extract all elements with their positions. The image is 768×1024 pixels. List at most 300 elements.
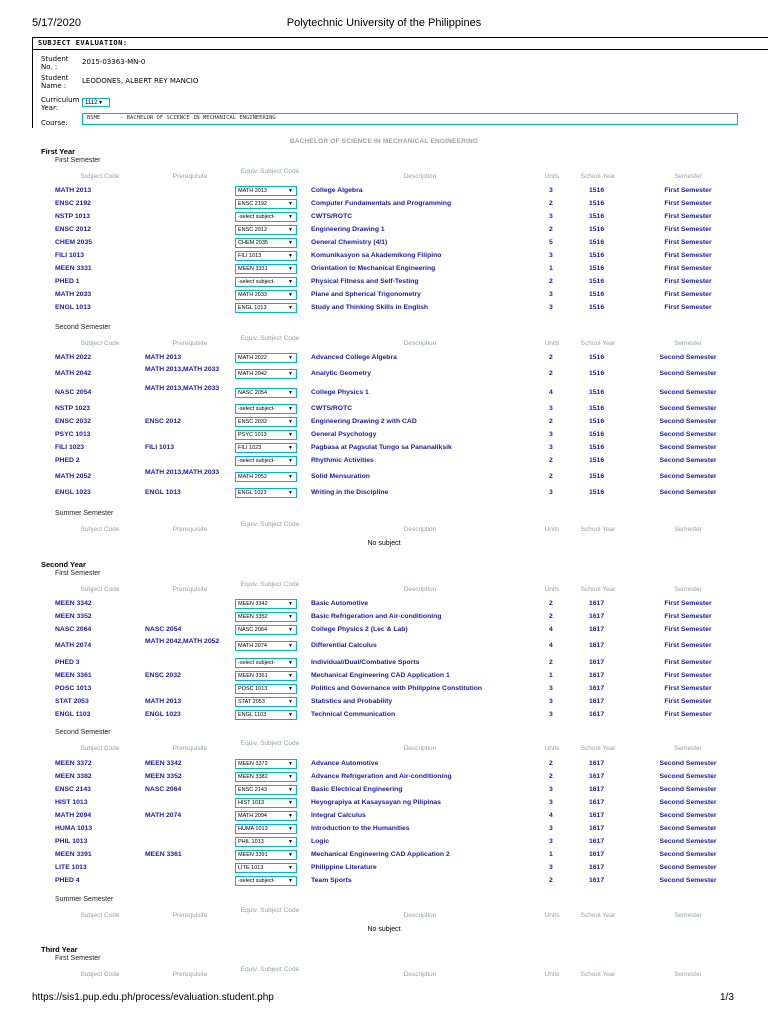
chevron-down-icon: ▼	[288, 813, 293, 819]
curriculum-year-label: Curriculum Year:	[41, 96, 80, 112]
subject-description: College Physics 1	[311, 389, 369, 396]
program-heading: BACHELOR OF SCIENCE IN MECHANICAL ENGINEERING	[289, 138, 479, 145]
col-header-equiv: Equiv. Subject Code	[240, 966, 300, 973]
subject-code: ENSC 2192	[55, 200, 91, 207]
subject-units: 2	[549, 600, 553, 607]
subject-units: 3	[549, 799, 553, 806]
equiv-subject-select[interactable]	[235, 625, 297, 635]
semester: Second Semester	[659, 786, 717, 793]
equiv-subject-select[interactable]	[235, 277, 297, 287]
chevron-down-icon: ▼	[288, 188, 293, 194]
subject-description: Basic Electrical Engineering	[311, 786, 403, 793]
school-year: 1516	[589, 187, 605, 194]
subject-code: PHED 1	[55, 278, 80, 285]
subject-code: STAT 2053	[55, 698, 89, 705]
subject-description: Analytic Geometry	[311, 370, 372, 377]
chevron-down-icon: ▼	[288, 406, 293, 412]
subject-description: Politics and Governance with Philippine Constitution	[311, 685, 483, 692]
subject-code: NSTP 1013	[55, 213, 91, 220]
semester: Second Semester	[659, 877, 717, 884]
subject-description: Heyograpiya at Kasaysayan ng Pilipinas	[311, 799, 441, 806]
equiv-subject-value: MATH 2033	[238, 292, 267, 298]
subject-description: Solid Mensuration	[311, 473, 370, 480]
semester: Second Semester	[659, 457, 717, 464]
subject-units: 3	[549, 698, 553, 705]
equiv-subject-select[interactable]	[235, 443, 297, 453]
col-header-units: Units	[544, 912, 560, 919]
equiv-subject-value: -select subject-	[238, 660, 275, 666]
equiv-subject-select[interactable]	[235, 430, 297, 440]
col-header-code: Subject Code	[80, 912, 120, 919]
chevron-down-icon: ▼	[288, 614, 293, 620]
school-year: 1617	[589, 600, 605, 607]
chevron-down-icon: ▼	[288, 865, 293, 871]
equiv-subject-select[interactable]	[235, 388, 297, 398]
chevron-down-icon: ▼	[288, 253, 293, 259]
col-header-school-year: School Year	[580, 173, 616, 180]
equiv-subject-select[interactable]	[235, 697, 297, 707]
school-year: 1516	[589, 431, 605, 438]
subject-code: PHED 4	[55, 877, 80, 884]
equiv-subject-select[interactable]	[235, 264, 297, 274]
col-header-school-year: School Year	[580, 912, 616, 919]
print-date: 5/17/2020	[32, 17, 81, 29]
equiv-subject-select[interactable]	[235, 303, 297, 313]
equiv-subject-value: HUMA 1013	[238, 826, 268, 832]
subject-code: ENSC 2143	[55, 786, 91, 793]
subject-code: HIST 1013	[55, 799, 88, 806]
prerequisite: ENSC 2032	[145, 672, 181, 679]
equiv-subject-select[interactable]	[235, 684, 297, 694]
chevron-down-icon: ▼	[288, 826, 293, 832]
subject-units: 3	[549, 213, 553, 220]
subject-units: 4	[549, 812, 553, 819]
school-year: 1516	[589, 389, 605, 396]
subject-units: 3	[549, 187, 553, 194]
panel-title: SUBJECT EVALUATION:	[33, 38, 768, 50]
prerequisite: MATH 2013,MATH 2033	[145, 366, 220, 373]
school-year: 1617	[589, 613, 605, 620]
equiv-subject-value: -select subject-	[238, 878, 275, 884]
subject-code: FILI 1023	[55, 444, 85, 451]
semester-heading: First Semester	[55, 570, 101, 577]
col-header-prereq: Prerequisite	[172, 971, 208, 978]
subject-code: MEEN 3382	[55, 773, 92, 780]
school-year: 1516	[589, 473, 605, 480]
col-header-prereq: Prerequisite	[172, 912, 208, 919]
semester: First Semester	[664, 672, 712, 679]
equiv-subject-select[interactable]	[235, 238, 297, 248]
equiv-subject-select[interactable]	[235, 837, 297, 847]
course-field[interactable]: BSME - BACHELOR OF SCIENCE IN MECHANICAL ENGINEERING	[82, 113, 738, 125]
subject-code: MATH 2022	[55, 354, 92, 361]
semester: First Semester	[664, 659, 712, 666]
student-no-value: 2015-03363-MN-0	[82, 58, 146, 66]
subject-code: NASC 2064	[55, 626, 92, 633]
school-year: 1516	[589, 489, 605, 496]
semester: Second Semester	[659, 838, 717, 845]
semester: First Semester	[664, 252, 712, 259]
equiv-subject-select[interactable]	[235, 824, 297, 834]
school-year: 1617	[589, 698, 605, 705]
col-header-code: Subject Code	[80, 745, 120, 752]
equiv-subject-select[interactable]	[235, 599, 297, 609]
subject-description: College Algebra	[311, 187, 363, 194]
subject-code: MATH 2074	[55, 642, 92, 649]
equiv-subject-value: STAT 2053	[238, 699, 265, 705]
semester: Second Semester	[659, 812, 717, 819]
subject-units: 3	[549, 838, 553, 845]
subject-code: MATH 2094	[55, 812, 92, 819]
equiv-subject-select[interactable]	[235, 199, 297, 209]
subject-code: HUMA 1013	[55, 825, 93, 832]
subject-units: 1	[549, 851, 553, 858]
col-header-prereq: Prerequisite	[172, 173, 208, 180]
subject-units: 3	[549, 252, 553, 259]
col-header-code: Subject Code	[80, 971, 120, 978]
semester: Second Semester	[659, 431, 717, 438]
chevron-down-icon: ▼	[288, 601, 293, 607]
semester-heading: First Semester	[55, 955, 101, 962]
chevron-down-icon: ▼	[288, 419, 293, 425]
school-year: 1617	[589, 851, 605, 858]
equiv-subject-value: MEEN 3372	[238, 761, 268, 767]
col-header-prereq: Prerequisite	[172, 526, 208, 533]
equiv-subject-select[interactable]	[235, 710, 297, 720]
col-header-equiv: Equiv. Subject Code	[240, 521, 300, 528]
subject-units: 2	[549, 278, 553, 285]
subject-code: PHED 2	[55, 457, 80, 464]
subject-code: PHED 3	[55, 659, 80, 666]
prerequisite: NASC 2064	[145, 786, 182, 793]
subject-code: NSTP 1023	[55, 405, 91, 412]
equiv-subject-value: -select subject-	[238, 279, 275, 285]
col-header-equiv: Equiv. Subject Code	[240, 168, 300, 175]
equiv-subject-select[interactable]	[235, 811, 297, 821]
school-year: 1617	[589, 672, 605, 679]
subject-description: Engineering Drawing 2 with CAD	[311, 418, 417, 425]
chevron-down-icon: ▼	[288, 305, 293, 311]
col-header-semester: Semester	[674, 586, 702, 593]
equiv-subject-select[interactable]	[235, 353, 297, 363]
subject-code: MEEN 3391	[55, 851, 92, 858]
school-year: 1617	[589, 773, 605, 780]
student-name-value: LEODONES, ALBERT REY MANCIO	[82, 77, 199, 85]
col-header-desc: Description	[403, 745, 437, 752]
col-header-prereq: Prerequisite	[172, 340, 208, 347]
col-header-equiv: Equiv. Subject Code	[240, 581, 300, 588]
equiv-subject-select[interactable]	[235, 456, 297, 466]
no-subject-message: No subject	[367, 926, 401, 933]
col-header-semester: Semester	[674, 526, 702, 533]
equiv-subject-value: LITE 1013	[238, 865, 264, 871]
equiv-subject-value: ENGL 1013	[238, 305, 267, 311]
subject-description: Advance Refrigeration and Air-conditioning	[311, 773, 452, 780]
subject-description: Basic Refrigeration and Air-conditioning	[311, 613, 442, 620]
subject-code: PSYC 1013	[55, 431, 91, 438]
col-header-desc: Description	[403, 971, 437, 978]
col-header-prereq: Prerequisite	[172, 745, 208, 752]
col-header-semester: Semester	[674, 971, 702, 978]
col-header-desc: Description	[403, 586, 437, 593]
subject-description: Writing in the Discipline	[311, 489, 389, 496]
year-heading: Second Year	[41, 560, 86, 569]
equiv-subject-value: FILI 1013	[238, 253, 262, 259]
prerequisite: MEEN 3361	[145, 851, 182, 858]
chevron-down-icon: ▼	[288, 355, 293, 361]
col-header-school-year: School Year	[580, 586, 616, 593]
equiv-subject-value: ENGL 1103	[238, 712, 267, 718]
course-label: Course:	[41, 119, 68, 127]
semester: First Semester	[664, 626, 712, 633]
col-header-code: Subject Code	[80, 526, 120, 533]
equiv-subject-value: POSC 1013	[238, 686, 268, 692]
equiv-subject-select[interactable]	[235, 785, 297, 795]
semester: First Semester	[664, 685, 712, 692]
prerequisite: MATH 2013,MATH 2033	[145, 385, 220, 392]
subject-units: 2	[549, 418, 553, 425]
subject-code: MEEN 3361	[55, 672, 92, 679]
equiv-subject-select[interactable]	[235, 772, 297, 782]
chevron-down-icon: ▼	[288, 445, 293, 451]
subject-code: ENGL 1013	[55, 304, 91, 311]
equiv-subject-value: HIST 1013	[238, 800, 265, 806]
prerequisite: ENSC 2012	[145, 418, 181, 425]
subject-code: ENSC 2012	[55, 226, 91, 233]
subject-description: Study and Thinking Skills in English	[311, 304, 429, 311]
equiv-subject-value: FILI 1023	[238, 445, 262, 451]
subject-description: Technical Communication	[311, 711, 396, 718]
semester: Second Semester	[659, 354, 717, 361]
school-year: 1516	[589, 457, 605, 464]
equiv-subject-value: -select subject-	[238, 406, 275, 412]
school-year: 1617	[589, 786, 605, 793]
equiv-subject-select[interactable]	[235, 759, 297, 769]
equiv-subject-value: PHIL 1013	[238, 839, 264, 845]
school-year: 1516	[589, 239, 605, 246]
school-year: 1617	[589, 659, 605, 666]
equiv-subject-select[interactable]	[235, 863, 297, 873]
chevron-down-icon: ▼	[288, 201, 293, 207]
subject-description: CWTS/ROTC	[311, 213, 353, 220]
semester: Second Semester	[659, 405, 717, 412]
subject-description: Individual/Dual/Combative Sports	[311, 659, 420, 666]
col-header-equiv: Equiv. Subject Code	[240, 335, 300, 342]
chevron-down-icon: ▼	[288, 279, 293, 285]
school-year: 1516	[589, 226, 605, 233]
subject-units: 3	[549, 786, 553, 793]
curriculum-year-value: 1112	[85, 100, 98, 106]
subject-units: 3	[549, 489, 553, 496]
col-header-units: Units	[544, 971, 560, 978]
chevron-down-icon: ▼	[288, 800, 293, 806]
school-year: 1516	[589, 278, 605, 285]
equiv-subject-value: -select subject-	[238, 458, 275, 464]
subject-units: 2	[549, 457, 553, 464]
equiv-subject-value: MATH 2042	[238, 371, 267, 377]
equiv-subject-value: MEEN 3361	[238, 673, 268, 679]
subject-code: MEEN 3352	[55, 613, 92, 620]
equiv-subject-select[interactable]	[235, 417, 297, 427]
prerequisite: ENGL 1023	[145, 711, 181, 718]
chevron-down-icon: ▼	[288, 432, 293, 438]
equiv-subject-select[interactable]	[235, 404, 297, 414]
equiv-subject-value: ENSC 2192	[238, 201, 268, 207]
page-header-title: Polytechnic University of the Philippines	[286, 17, 482, 29]
semester: First Semester	[664, 213, 712, 220]
subject-units: 3	[549, 864, 553, 871]
col-header-code: Subject Code	[80, 340, 120, 347]
semester-heading: Summer Semester	[55, 896, 114, 903]
col-header-equiv: Equiv. Subject Code	[240, 907, 300, 914]
col-header-units: Units	[544, 340, 560, 347]
no-subject-message: No subject	[367, 540, 401, 547]
subject-units: 3	[549, 444, 553, 451]
equiv-subject-select[interactable]	[235, 612, 297, 622]
equiv-subject-select[interactable]	[235, 212, 297, 222]
col-header-units: Units	[544, 173, 560, 180]
subject-description: Introduction to the Humanities	[311, 825, 410, 832]
semester: Second Semester	[659, 825, 717, 832]
semester: Second Semester	[659, 473, 717, 480]
school-year: 1617	[589, 760, 605, 767]
col-header-semester: Semester	[674, 340, 702, 347]
prerequisite: MEEN 3342	[145, 760, 182, 767]
subject-units: 4	[549, 626, 553, 633]
semester: First Semester	[664, 239, 712, 246]
subject-description: Mechanical Engineering CAD Application 1	[311, 672, 450, 679]
semester: Second Semester	[659, 418, 717, 425]
subject-code: NASC 2054	[55, 389, 92, 396]
equiv-subject-value: MEEN 3331	[238, 266, 268, 272]
subject-description: Physical Fitness and Self-Testing	[311, 278, 419, 285]
equiv-subject-select[interactable]	[235, 488, 297, 498]
school-year: 1516	[589, 418, 605, 425]
school-year: 1516	[589, 213, 605, 220]
subject-code: ENSC 2032	[55, 418, 91, 425]
subject-code: PHIL 1013	[55, 838, 88, 845]
equiv-subject-value: CHEM 2035	[238, 240, 268, 246]
semester: Second Semester	[659, 864, 717, 871]
chevron-down-icon: ▼	[288, 240, 293, 246]
school-year: 1617	[589, 825, 605, 832]
year-heading: Third Year	[41, 945, 78, 954]
chevron-down-icon: ▼	[288, 761, 293, 767]
subject-units: 2	[549, 877, 553, 884]
equiv-subject-value: MATH 2013	[238, 188, 267, 194]
equiv-subject-select[interactable]	[235, 472, 297, 482]
semester: Second Semester	[659, 773, 717, 780]
chevron-down-icon: ▼	[288, 852, 293, 858]
school-year: 1516	[589, 354, 605, 361]
chevron-down-icon: ▼	[288, 266, 293, 272]
subject-description: Pagbasa at Pagsulat Tungo sa Pananaliksik	[311, 444, 452, 451]
equiv-subject-select[interactable]	[235, 251, 297, 261]
col-header-school-year: School Year	[580, 745, 616, 752]
semester: First Semester	[664, 698, 712, 705]
equiv-subject-value: ENSC 2012	[238, 227, 268, 233]
equiv-subject-value: MEEN 3382	[238, 774, 268, 780]
school-year: 1516	[589, 291, 605, 298]
subject-units: 2	[549, 613, 553, 620]
subject-description: Orientation to Mechanical Engineering	[311, 265, 436, 272]
subject-units: 2	[549, 200, 553, 207]
equiv-subject-select[interactable]	[235, 876, 297, 886]
subject-code: MEEN 3372	[55, 760, 92, 767]
subject-description: Advanced College Algebra	[311, 354, 397, 361]
semester: Second Semester	[659, 489, 717, 496]
subject-description: Rhythmic Activities	[311, 457, 374, 464]
subject-description: General Psychology	[311, 431, 377, 438]
subject-units: 2	[549, 226, 553, 233]
subject-description: Plane and Spherical Trigonometry	[311, 291, 421, 298]
equiv-subject-select[interactable]	[235, 671, 297, 681]
equiv-subject-select[interactable]	[235, 658, 297, 668]
chevron-down-icon: ▼	[288, 686, 293, 692]
subject-code: MEEN 3331	[55, 265, 92, 272]
curriculum-year-select[interactable]	[82, 98, 110, 107]
equiv-subject-select[interactable]	[235, 186, 297, 196]
subject-units: 2	[549, 773, 553, 780]
chevron-down-icon: ▼	[288, 660, 293, 666]
subject-units: 2	[549, 354, 553, 361]
chevron-down-icon: ▼	[288, 371, 293, 377]
prerequisite: MATH 2074	[145, 812, 182, 819]
equiv-subject-value: -select subject-	[238, 214, 275, 220]
equiv-subject-value: MEEN 3342	[238, 601, 268, 607]
equiv-subject-select[interactable]	[235, 369, 297, 379]
col-header-equiv: Equiv. Subject Code	[240, 740, 300, 747]
subject-units: 4	[549, 642, 553, 649]
prerequisite: FILI 1013	[145, 444, 175, 451]
subject-description: Komunikasyon sa Akademikong Filipino	[311, 252, 442, 259]
col-header-code: Subject Code	[80, 586, 120, 593]
semester: First Semester	[664, 226, 712, 233]
col-header-prereq: Prerequisite	[172, 586, 208, 593]
subject-description: Integral Calculus	[311, 812, 366, 819]
col-header-desc: Description	[403, 340, 437, 347]
prerequisite: MATH 2042,MATH 2052	[145, 638, 220, 645]
chevron-down-icon: ▼	[288, 712, 293, 718]
equiv-subject-select[interactable]	[235, 225, 297, 235]
subject-description: CWTS/ROTC	[311, 405, 353, 412]
equiv-subject-select[interactable]	[235, 798, 297, 808]
equiv-subject-value: ENSC 2032	[238, 419, 268, 425]
subject-units: 1	[549, 672, 553, 679]
school-year: 1617	[589, 685, 605, 692]
school-year: 1516	[589, 444, 605, 451]
equiv-subject-select[interactable]	[235, 290, 297, 300]
school-year: 1516	[589, 252, 605, 259]
school-year: 1516	[589, 370, 605, 377]
page-url: https://sis1.pup.edu.ph/process/evaluation.student.php	[32, 992, 274, 1003]
semester-heading: Second Semester	[55, 729, 111, 736]
col-header-school-year: School Year	[580, 971, 616, 978]
semester: First Semester	[664, 600, 712, 607]
semester: First Semester	[664, 200, 712, 207]
subject-code: ENGL 1103	[55, 711, 91, 718]
subject-code: MATH 2033	[55, 291, 92, 298]
equiv-subject-value: MATH 2094	[238, 813, 267, 819]
equiv-subject-select[interactable]	[235, 850, 297, 860]
semester: Second Semester	[659, 389, 717, 396]
semester: Second Semester	[659, 444, 717, 451]
prerequisite: ENGL 1013	[145, 489, 181, 496]
equiv-subject-select[interactable]	[235, 641, 297, 651]
semester-heading: Second Semester	[55, 324, 111, 331]
school-year: 1617	[589, 838, 605, 845]
chevron-down-icon: ▾	[99, 100, 103, 106]
